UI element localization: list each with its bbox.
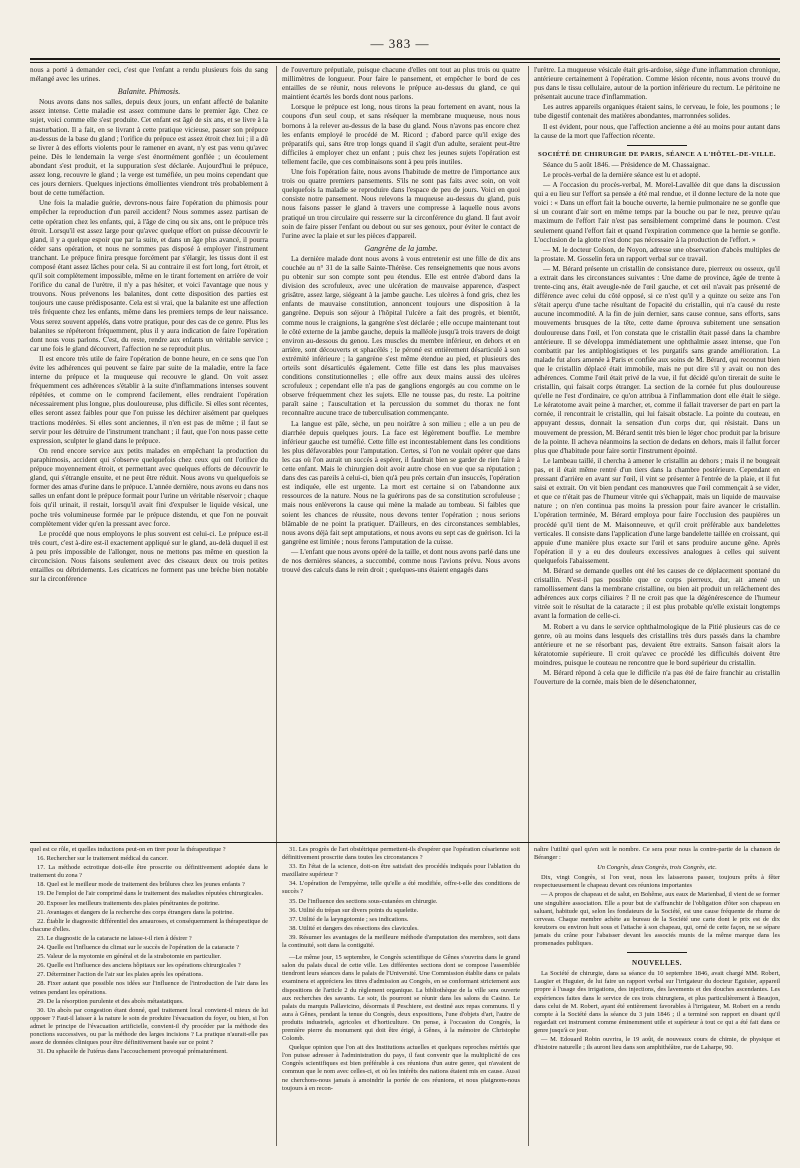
paragraph: M. Bérard se demande quelles ont été les causes de ce déplacement spontané du cristallin. N'est-il pas possible que ce corps pierreux, dur, ait amené un ramollissement dans la membrane cristalline, ou bien ait produit un relâchement des adhérences aux corps ciliaires ? Il ne croit pas que la dégénérescence de l'humeur vitrée soit le résultat de la cataracte ; il est plus probable qu'elle existait longtemps avant la formation de celle-ci. — [534, 566, 780, 621]
question-item: 21. Avantages et dangers de la recherche des corps étrangers dans la poitrine. — [37, 908, 234, 916]
paragraph: Il est encore très utile de faire l'opération de bonne heure, en ce sens que l'on évite les adhérences qui peuvent se faire par suite de la maladie, entre la face interne du prépuce et la muqueuse qui recouvre le gland. On voit assez fréquemment ces adhérences s'établir à la suite d'inflammations intenses souvent répétées, et comme on le comprend facilement, elles rendraient l'opération nécessairement plus longue, plus douloureuse, plus difficile. Si elles sont récentes, elles seront assez faibles pour que l'on puisse les déchirer aisément par quelques tractions modérées. Si elles sont anciennes, il n'en est pas de même ; il faut se servir pour les détruire de l'instrument tranchant ; il faut, que l'on nous passe cette expression, sculpter le gland dans le prépuce. — [30, 354, 268, 445]
header-rule — [30, 58, 780, 60]
lower-column-left — [30, 846, 268, 1146]
session-line: Séance du 5 août 1846. — Présidence de M. Chassaignac. — [543, 160, 710, 169]
question-item: 25. Valeur de la myotomie en général et de la strabotomie en particulier. — [37, 953, 222, 961]
question-item: 37. Utilité de la laryngotomie ; ses indications. — [289, 915, 409, 923]
paragraph: — M. le docteur Colson, de Noyon, adresse une observation d'abcès multiples de la prostate. M. Gosselin fera un rapport verbal sur ce travail. — [534, 245, 780, 263]
question-item: 22. Établir le diagnostic différentiel des amauroses, et conséquemment la thérapeutique de chacune d'elles. — [30, 917, 268, 933]
section-heading-nouvelles: NOUVELLES. — [632, 959, 682, 968]
question-item: 23. Le diagnostic de la cataracte ne laisse-t-il rien à désirer ? — [37, 934, 192, 942]
column-divider — [528, 66, 529, 1146]
question-item: 24. Quelle est l'influence du climat sur le succès de l'opération de la cataracte ? — [37, 944, 239, 952]
paragraph: M. Robert a vu dans le service ophthalmologique de la Pitié plusieurs cas de ce genre, où au moins dans lesquels des cristallins très durs passés dans la chambre antérieure et ne se résorbant pas, devaient être extraits. Sanson faisait alors la kératotomie supérieure. Il croit qu'avec ce procédé les difficultés doivent être moindres, puisque le couteau ne rencontre que le bord supérieur du cristallin. — [534, 622, 780, 667]
section-rule — [30, 842, 780, 843]
question-item: 30. Un abcès par congestion étant donné, quel traitement local convient-il mieux de lui opposer ? Faut-il laisser à la nature le soin de produire l'évacuation du foyer, ou bien, si l'on admet le principe de l'évacuation artificielle, convient-il d'y procéder par la méthode des ponctions successives, ou par la méthode des larges incisions ? La pratique n'aurait-elle pas assez de données cliniques pour être définitivement basée sur ce point ? — [30, 1006, 268, 1047]
question-item: 31. Les progrès de l'art obstétrique permettent-ils d'espérer que l'opération césarienne soit définitivement proscrite dans toutes les circonstances ? — [282, 846, 520, 862]
section-separator — [627, 952, 687, 953]
paragraph: Les autres appareils organiques étaient sains, le cerveau, le foie, les poumons ; le tube digestif contenait des matières abondantes, marronnées solides. — [534, 103, 780, 121]
question-item: 16. Rechercher sur le traitement médical du cancer. — [37, 855, 169, 863]
lower-column-right — [534, 846, 780, 1146]
paragraph: La dernière malade dont nous avons à vous entretenir est une fille de dix ans couchée au n° 31 de la salle Sainte-Thérèse. Ces renseignements que nous avons pu obtenir sur son compte sont peu étendus. Elle est entrée d'abord dans la division des scrofuleux, avec une ulcération de mauvaise apparence, d'aspect grisâtre, assez large, siégeant à la jambe gauche. Les ulcères à fond gris, chez les enfants de mauvaise constitution, annoncent toujours une disposition à la gangrène. Depuis son séjour à l'hôpital l'ulcère a fait des progrès, et bientôt, comme nous le craignions, la gangrène s'est déclarée ; elle occupe maintenant tout le côté externe de la jambe gauche, depuis la malléole jusqu'à trois travers de doigt environ au-dessous du genou. Les muscles du membre inférieur, en dehors et en arrière, sont découverts et sphacélés ; le péroné est entièrement désarticulé à son extrémité inférieure ; la gangrène s'est même étendue au pied, et plusieurs des orteils sont désarticulés également. Cette fille est dans les plus mauvaises conditions constitutionnelles ; elle offre aux deux mains aussi des ulcères scrofuleux ; cependant elle n'a pas de ganglions engorgés au cou comme on le observe fréquemment chez les sujets. Elle ne tousse pas, du reste. La poitrine paraît saine ; l'auscultation et la percussion du sommet du thorax ne font reconnaître aucune trace de tuberculisation commençante. — [282, 254, 520, 418]
question-item: 20. Exposer les meilleurs traitements des plaies pénétrantes de poitrine. — [37, 899, 220, 907]
question-item: 36. Utilité du trépan sur divers points du squelette. — [289, 906, 419, 914]
paragraph: — L'enfant que nous avons opéré de la taille, et dont nous avons parlé dans une de nos dernières séances, a succombé, comme nous l'avions prévu. Nous avons trouvé des calculs dans le rein droit ; quelques-uns étaient engagés dans — [282, 547, 520, 575]
question-item: 38. Utilité et dangers des résections des clavicules. — [289, 924, 419, 932]
paragraph: Une fois l'opération faite, nous avons l'habitude de mettre de l'importance aux trois ou quatre premiers pansements. S'ils ne sont pas faits avec soin, on voit quelquefois la maladie se reproduire dans l'espace de peu de jours. Voici en quoi consiste notre pansement. Nous relevons la muqueuse au-dessus du gland, puis nous faisons passer le gland à travers une compresse à laquelle nous avons pratiqué un trou circulaire qui resserre sur la circonférence du gland. Il faut avoir soin de faire pisser l'enfant ou debout ou sur ses genoux, pour éviter le contact de l'urine avec la plaie et sur les pièces d'appareil. — [282, 168, 520, 240]
paragraph: La langue est pâle, sèche, un peu noirâtre à son milieu ; elle a un peu de diarrhée depuis quelques jours. La face est légèrement bouffie. Le membre inférieur gauche est tuméfié. Cette fille est incontestablement dans les conditions les plus défavorables pour l'amputation. Certes, si l'on ne voulait opérer que dans les cas où l'on aurait un succès à espérer, il faudrait bien se garder de rien faire à cette enfant. Mais le chirurgien doit avoir autre chose en vue que sa réputation ; dans des cas pareils à celui-ci, bien qu'à peu près certain d'un insuccès, l'opération est indiquée, elle est urgente. La mort est certaine si on l'abandonne aux ressources de la nature. Nous ne la guérirons pas de sa constitution scrofuleuse ; mais nous enlèverons la cause qui mène la malade au tombeau. Si faibles que soient les chances de réussite, nous devons tenter l'opération ; nous serions blâmable de ne point la pratiquer. D'ailleurs, en des circonstances semblables, nous avons déjà fait sept amputations, et nous avons eu sept cas de guérison. Ici la gangrène est limitée ; nous ferons l'amputation de la cuisse. — [282, 419, 520, 546]
question-item: 39. Résumer les avantages de la meilleure méthode d'amputation des membres, soit dans la continuité, soit dans la contiguïté. — [282, 933, 520, 950]
page-number: — 383 — — [370, 36, 430, 51]
paragraph: Quelque opinion que l'on ait des Institutions actuelles et quelques reproches mérités que l'on puisse adresser à l'administration du pays, il faut convenir que la multiplicité de ces Congrès scientifiques est bien préférable à ces réunions d'un autre genre, qui n'avaient de commun que le nom avec celles-ci, et où les intérêts des nations étaient mis en cause. Aussi ne cherchons-nous jamais à amoindrir la portée de ces réunions, et nous plaignons-nous toujours à en recon- — [282, 1044, 520, 1092]
paragraph: naître l'utilité quel qu'en soit le nombre. Ce sera pour nous la contre-partie de la chanson de Béranger : — [534, 846, 780, 862]
paragraph: de l'ouverture préputiale, puisque chacune d'elles ont tout au plus trois ou quatre millimètres de longueur. Pour faire le pansement, et empêcher le bord de ces entailles de se réunir, nous relevons le prépuce au-dessus du gland, ce qui maintient écartés les bords dont nous parlons. — [282, 66, 520, 102]
question-item: 26. Quelle est l'influence des anciens hôpitaux sur les opérations chirurgicales ? — [37, 962, 241, 970]
paragraph: Nous avons dans nos salles, depuis deux jours, un enfant affecté de balanite assez intense. Cette maladie est assez commune dans le premier âge. Chez ce sujet, voici comme elle s'est produite. Cet enfant est âgé de six ans, et se livre à la masturbation. Il a fait, en se livrant à cette pratique vicieuse, passer son prépuce au-dessus de la base du gland ; l'orifice du prépuce est assez étroit chez lui ; il a dû se livrer à des efforts violents pour le ramener en avant, n'y est pas venu qu'avec peine. Dès le lendemain la verge s'est énormément gonflée ; un écoulement abondant s'est produit, et la suppuration s'est déclarée. Aujourd'hui le prépuce, assez long, recouvre le gland ; la verge est tuméfiée, un peu moins cependant que ces jours derniers. Quelques injections émollientes viendront très probablement à bout de cette tuméfaction. — [30, 98, 268, 198]
question-item: 17. La méthode ectrotique doit-elle être proscrite ou définitivement adoptée dans le traitement du zona ? — [30, 864, 268, 880]
paragraph: Lorsque le prépuce est long, nous tirons la peau fortement en avant, nous la coupons d'un seul coup, et sans réséquer la membrane muqueuse, nous nous bornons à la relever au-dessus de la base du gland. Nous n'avons pas encore chez les enfants employé le procédé de M. Ricord ; d'abord parce qu'il exige des préparatifs qui, sans être trop longs quand il s'agit d'un adulte, seraient peut-être difficiles à employer chez un enfant ; puis chez les jeunes sujets l'opération est tellement facile, que ces combinaisons sont à peu près inutiles. — [282, 103, 520, 166]
section-heading-societe: SOCIÉTÉ DE CHIRURGIE DE PARIS, SÉANCE A L'HÔTEL-DE-VILLE. — [538, 150, 776, 158]
section-heading-gangrene: Gangrène de la jambe. — [364, 243, 438, 253]
question-item: 19. De l'emploi de l'air comprimé dans le traitement des maladies réputées chirurgicales. — [37, 890, 264, 898]
paragraph: Le lambeau taillé, il chercha à amener le cristallin au dehors ; mais il ne bougeait pas, et il était même rentré d'un tiers dans la chambre postérieure. Cependant en pressant d'arrière en avant sur l'œil, il vint se présenter à l'entrée de la plaie, et il fut saisi et extrait. On vit bien pendant ces manœuvres que l'œil commençait à se vider, et que ce n'était pas de l'humeur vitrée qui s'échappait, mais un liquide de mauvaise nature ; on n'en continua pas moins la pression pour faire avancer le cristallin. L'opération terminée, M. Bérard employa pour faire l'occlusion des paupières un procédé qu'il tient de M. Maisonneuve, et qu'il croit préférable aux bandelettes verticales. Il consiste dans l'application d'une large bandelette taillée en croissant, qui appuie d'une manière plus exacte sur l'œil et sans produire aucune gêne. Après l'opération il y a eu des douleurs excessives analogues à celles qui suivent quelquefois l'abaissement. — [534, 456, 780, 565]
question-item: 33. En l'état de la science, doit-on être satisfait des procédés indiqués pour l'ablation du maxillaire supérieur ? — [282, 863, 520, 879]
paragraph: nous a porté à demander ceci, c'est que l'enfant a rendu plusieurs fois du sang mélangé avec les urines. — [30, 66, 268, 84]
paragraph: Une fois la maladie guérie, devrons-nous faire l'opération du phimosis pour empêcher la reproduction d'un pareil accident? Nous sommes assez partisan de cette opération chez les enfants, qui, à l'âge de cinq ou six ans, ont le prépuce très étroit. Lorsqu'il est assez large pour qu'avec quelque effort on puisse découvrir le gland, il y a quelque espoir que par la suite, et dans un âge plus avancé, il pourra céder sans opération, et nous ne sommes pas disposé à employer l'instrument tranchant. Le prépuce finira presque forcément par s'élargir, les tissus dont il est composé étant assez lâches pour cela. Si au contraire il est fort long, fort étroit, et qu'il soit complètement impossible, même en le tirant fortement en arrière de voir l'orifice du canal de l'urètre, il n'y a pas hésiter, et voici l'avantage que nous y trouvons. Nous prévenons les balanites, dont cette disposition des parties est toujours une cause prédisposante. Cela est si vrai, que la balanite est une affection très fréquente chez les enfants, même dans les premiers temps de leur naissance. Vous serez souvent appelés, dans votre pratique, pour des cas de ce genre. Plus les balanites se répéteront fréquemment, plus il y aura indication de faire l'opération dont nous vous parlons. C'est, du reste, rendre aux enfants un véritable service ; car une fois le gland découvert, l'affection ne se reproduit plus. — [30, 199, 268, 353]
paragraph: Il est évident, pour nous, que l'affection ancienne a été au moins pour autant dans la cause de la mort que l'affection récente. — [534, 122, 780, 140]
section-heading-balanite: Balanite. Phimosis. — [117, 87, 181, 97]
section-separator — [627, 145, 687, 146]
question-item: 28. Fixer autant que possible nos idées sur l'influence de l'introduction de l'air dans les veines pendant les opérations. — [30, 980, 268, 996]
column-right — [534, 66, 780, 836]
question-item: 18. Quel est le meilleur mode de traitement des brûlures chez les jeunes enfants ? — [37, 881, 245, 889]
header-rule-thin — [30, 62, 780, 63]
column-middle — [282, 66, 520, 836]
paragraph: l'urètre. La muqueuse vésicale était gris-ardoise, siège d'une inflammation chronique, antérieure certainement à l'opération. Comme lésion récente, nous avons trouvé du pus dans le tissu cellulaire, autour de la portion inférieure du rectum. Le péritoine ne présentait aucune trace d'inflammation. — [534, 66, 780, 102]
question-item: 29. De la résorption purulente et des abcès métastatiques. — [37, 997, 184, 1005]
paragraph: On rend encore service aux petits malades en empêchant la production du paraphimosis, accident qui s'observe quelquefois chez ceux qui ont l'orifice du prépuce moyennement étroit, et permettant avec quelques efforts de découvrir le gland, qui s'étrangle ensuite, et ne peut être réduit. Nous avons vu quelquefois se former des amas d'urine dans le prépuce. L'année dernière, nous avons eu dans nos salles un enfant dont le prépuce formait pour l'urine un véritable réservoir ; chaque fois qu'il urinait, il restait, lorsqu'il avait fini d'expulser le liquide vésical, une poche très volumineuse formée par le prépuce distendu, et que l'on ne pouvait complètement vider qu'en la pressant avec force. — [30, 446, 268, 528]
question-item: 35. De l'influence des sections sous-cutanées en chirurgie. — [289, 897, 438, 905]
paragraph: — M. Edouard Robin ouvrira, le 19 août, de nouveaux cours de chimie, de physique et d'histoire naturelle ; ils auront lieu dans son amphithéâtre, rue de Laharpe, 90. — [534, 1035, 780, 1052]
paragraph: — A propos de chapeau et de salut, en Bohême, aux eaux de Marienbad, il vient de se former une singulière association. Elle a pour but de s'affranchir de l'obligation d'ôter son chapeau en saluant, habitude qui, selon les fondateurs de la Société, est une cause fréquente de rhume de cerveau. Chaque membre achète au bureau de la Société une carte dont le prix est de dix kreutzers ou environ huit sous et l'attache à son chapeau, qui, orné de cette façon, ne se sépare jamais du crâne pour l'abaisser devant les associés munis de la même marque dans les promenades publiques. — [534, 891, 780, 948]
paragraph: — A l'occasion du procès-verbal, M. Morel-Lavallée dit que dans la discussion qui a eu lieu sur l'effort sa pensée a été mal rendue, et il donne lecture de la note que voici : « Dans un effort fait la bouche ouverte, la hernie pulmonaire ne se gonfle que si un courant d'air sort en même temps par la bouche ou par le nez, preuve qu'au maximum de l'effort l'air n'est pas sensiblement comprimé dans le poumon. C'est seulement quand l'effort fait et quand l'expiration commence que la hernie se gonfle. L'occlusion de la glotte n'est donc pas nécessaire à la production de l'effort. » — [534, 181, 780, 244]
paragraph: M. Bérard répond à cela que le difficile n'a pas été de faire franchir au cristallin l'ouverture de la cornée, mais bien de le désenchatonner, — [534, 669, 780, 687]
paragraph: Dix, vingt Congrès, si l'on veut, nous les laisserons passer, toujours prêts à fêter respectueusement le chapeau devant ces réunions importantes — [534, 874, 780, 890]
paragraph: quel est ce rôle, et quelles inductions peut-on en tirer pour la thérapeutique ? — [30, 846, 226, 853]
question-item: 31. Du sphacèle de l'utérus dans l'accouchement provoqué prématurément. — [37, 1048, 228, 1056]
paragraph: La Société de chirurgie, dans sa séance du 10 septembre 1846, avait chargé MM. Robert, Laugier et Huguier, de lui faire un rapport verbal sur l'irrigateur du docteur Eguisier, appareil propre à l'usage des irrigations, des injections, des lavements et des douches ascendantes. Les expériences faites dans le service de ces trois chirurgiens, et plus particulièrement à Beaujon, dans celui de M. Robert, ayant été entièrement favorables à l'irrigateur, M. Robert en a rendu compte à la Société dans la séance du 3 juin 1846 ; il a terminé son rapport en disant qu'il regardait cet instrument comme éminemment utile et supérieur à tout ce qui a été fait dans ce genre jusqu'à ce jour. — [534, 970, 780, 1034]
paragraph: — M. Bérard présente un cristallin de consistance dure, pierreux ou osseux, qu'il a extrait dans les circonstances suivantes : Une dame de province, âgée de trente à trente-cinq ans, était aveugle-née de l'œil gauche, et cet œil n'avait pas présenté de différence avec celui du côté opposé, si ce n'est qu'il y a quinze ou seize ans l'on s'était aperçu d'une tache résultant de l'opacité du cristallin, qui n'a causé du reste aucune incommodité. A la fin de juin dernier, sans cause connue, sans efforts, sans mouvements brusques de la tête, cette dame éprouva subitement une sensation douloureuse dans l'œil, et l'on constata que le cristallin était passé dans la chambre antérieure. Il se développa immédiatement une ophthalmie assez intense, que l'on combattit par les antiphlogistiques et les purgatifs sans grande amélioration. La malade fut alors amenée à Paris et confiée aux soins de M. Bérard, qui reconnut bien que le cristallin déplacé était immobile, mais ne put dire s'il y avait ou non des adhérences. Comme l'œil était privé de la vue, il fut décidé qu'on tirerait de suite le cristallin, qui faisait corps étranger. La section de la cornée fut plus douloureuse qu'elle ne l'est d'ordinaire, ce qu'on attribua à l'inflammation dont elle était le siège. Le kératotome avait peine à marcher, et, comme il fallait traverser de part en part la cornée, il rencontrait le cristallin, qui lui faisait obstacle. La pointe du couteau, en appuyant dessus, donnait la sensation d'un corps dur, qui résistait. Dans un mouvement de pression, M. Bérard sentit très bien le léger choc produit par la brisure de la pointe. Il acheva néanmoins la section de dedans en dehors, mais il fallut forcer plus que d'habitude pour faire sortir l'instrument épointé. — [534, 264, 780, 455]
paragraph: Le procès-verbal de la dernière séance est lu et adopté. — [543, 170, 701, 179]
paragraph: Le procédé que nous employons le plus souvent est celui-ci. Le prépuce est-il très court, c'est à-dire est-il exactement appliqué sur le gland, au-delà duquel il est à peu près impossible de l'allonger, nous ne mettons pas même en question la circoncision. Nous faisons seulement avec des ciseaux deux ou trois petites entailles ou débridements. Les cicatrices ne forment pas une brèche bien notable sur la circonférence — [30, 529, 268, 584]
song-verse: Un Congrès, deux Congrès, trois Congrès, etc. — [597, 864, 717, 872]
column-divider — [276, 66, 277, 1146]
lower-column-middle — [282, 846, 520, 1146]
column-left — [30, 66, 268, 836]
paragraph: —Le même jour, 15 septembre, le Congrès scientifique de Gênes s'ouvrira dans le grand salon du palais ducal de cette ville. Les différentes sections dont se compose l'assemblée tiendront leurs séances dans le palais de l'Université. Une Commission établie dans ce palais examinera et appréciera les titres d'admission au Congrès, en se conformant strictement aux dispositions de l'article 2 du règlement organique. La bibliothèque de la ville sera ouverte aux recherches des savants. Le soir, ils pourront se réunir dans les salons du Casino. Le palais du marquis Pallavicino, désormais il Peschiere, est destiné aux repas communs. Il y aura à Gênes, pendant la tenue du Congrès, deux expositions, l'une d'objets d'art, l'autre de produits industriels, agricoles et d'horticulture. On pense, à l'occasion du Congrès, la première pierre du monument qui doit être érigé, à Gênes, à la mémoire de Christophe Colomb. — [282, 954, 520, 1043]
question-item: 27. Déterminer l'action de l'air sur les plaies après les opérations. — [37, 971, 203, 979]
question-item: 34. L'opération de l'empyème, telle qu'elle a été modifiée, offre-t-elle des conditions de succès ? — [282, 880, 520, 896]
